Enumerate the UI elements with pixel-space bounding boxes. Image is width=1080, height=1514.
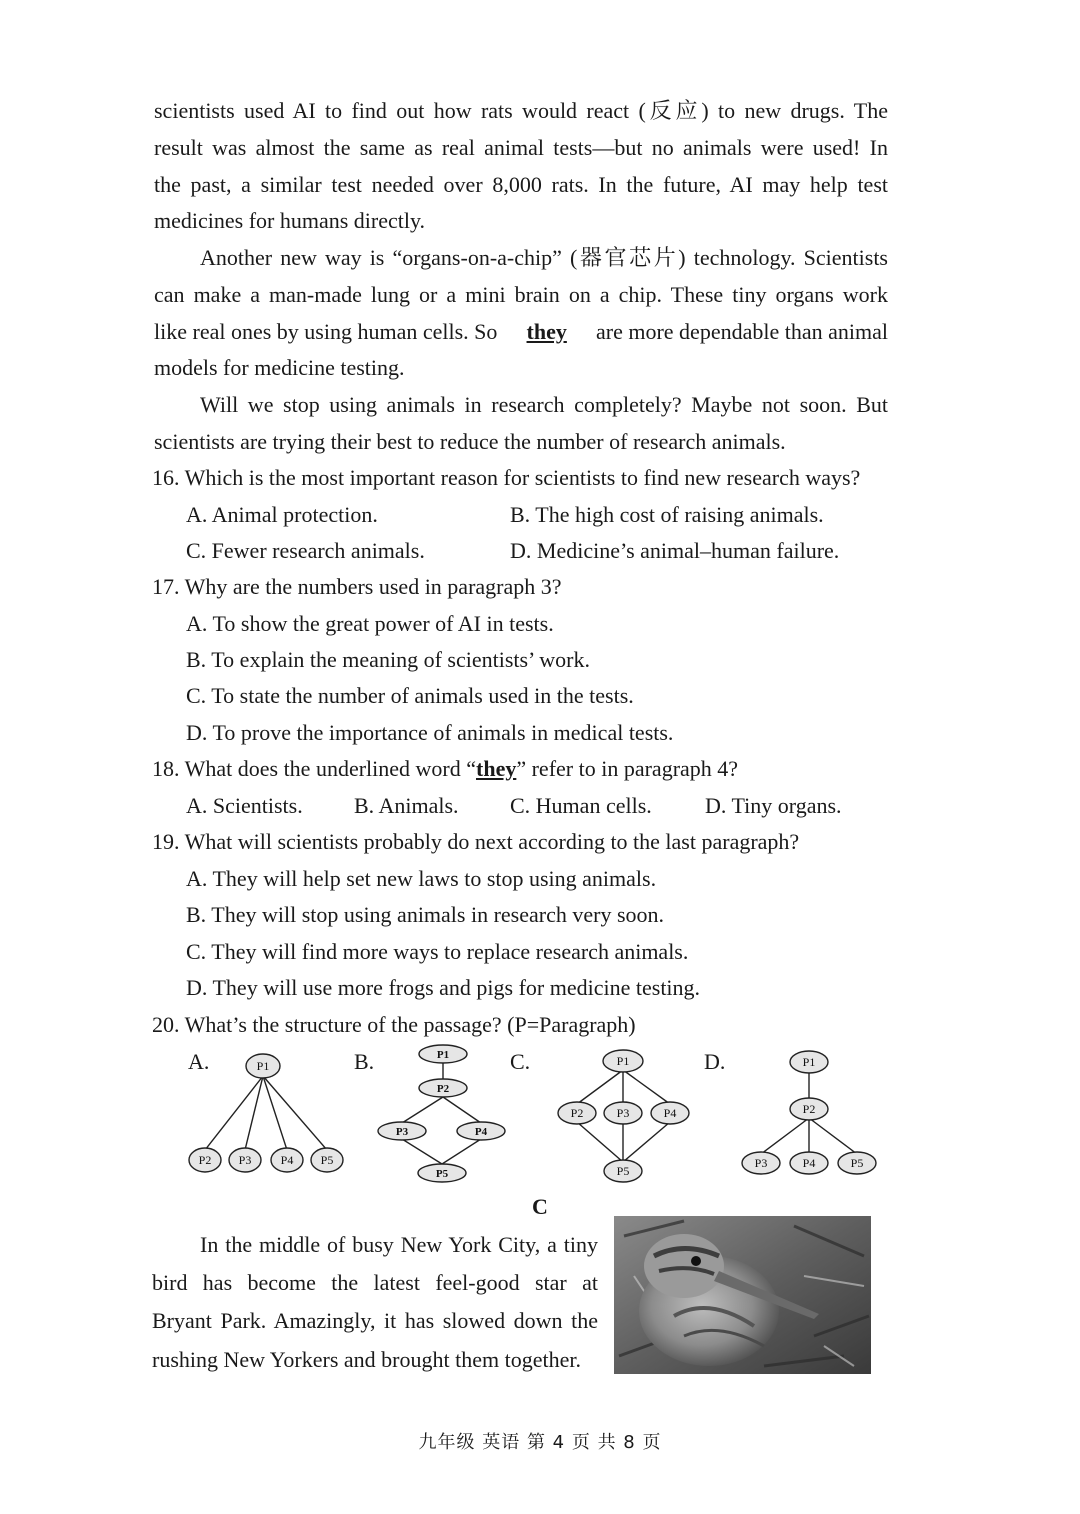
q19-option-c[interactable]: C. They will find more ways to replace research animals. <box>186 939 689 964</box>
section-heading: C <box>532 1194 548 1219</box>
bird-photo <box>614 1216 871 1374</box>
q19-option-b[interactable]: B. They will stop using animals in research very soon. <box>186 902 665 927</box>
passage-line: medicines for humans directly. <box>154 208 426 233</box>
node-label: P2 <box>802 1102 816 1116</box>
q20-option-c[interactable]: C. <box>510 1049 531 1074</box>
q18-option-d[interactable]: D. Tiny organs. <box>705 793 842 818</box>
passage-line: Will we stop using animals in research completely? Maybe not soon. But <box>200 392 888 417</box>
q18-stem-text: ” refer to in paragraph 4? <box>516 756 739 781</box>
q16-option-b[interactable]: B. The high cost of raising animals. <box>510 502 824 527</box>
node-label: P1 <box>802 1055 816 1069</box>
node-label: P3 <box>754 1156 768 1170</box>
q18-stem-text: 18. What does the underlined word “ <box>152 756 477 781</box>
passage-text: like real ones by using human cells. So <box>154 319 498 344</box>
question-19-stem: 19. What will scientists probably do next according to the last paragraph? <box>152 829 800 854</box>
node-label: P5 <box>850 1156 864 1170</box>
q17-option-a[interactable]: A. To show the great power of AI in tests. <box>186 611 554 636</box>
q20-option-a[interactable]: A. <box>188 1049 210 1074</box>
node-label: P4 <box>663 1106 677 1120</box>
q17-option-b[interactable]: B. To explain the meaning of scientists’ work. <box>186 647 590 672</box>
passage-line: can make a man-made lung or a mini brain on a chip. These tiny organs work <box>154 282 888 307</box>
q19-option-a[interactable]: A. They will help set new laws to stop using animals. <box>186 866 657 891</box>
page-footer: 九年级 英语 第 4 页 共 8 页 <box>418 1432 662 1453</box>
node-label: P5 <box>435 1168 449 1180</box>
passage-line: Bryant Park. Amazingly, it has slowed down the <box>152 1308 598 1333</box>
q16-option-a[interactable]: A. Animal protection. <box>186 502 378 527</box>
node-label: P2 <box>570 1106 584 1120</box>
q18-option-a[interactable]: A. Scientists. <box>186 793 303 818</box>
node-label: P3 <box>395 1126 409 1138</box>
passage-line: In the middle of busy New York City, a tiny <box>200 1232 598 1257</box>
q16-option-d[interactable]: D. Medicine’s animal–human failure. <box>510 538 840 563</box>
node-label: P4 <box>280 1153 294 1167</box>
node-label: P2 <box>436 1083 450 1095</box>
node-label: P4 <box>474 1126 488 1138</box>
q18-option-c[interactable]: C. Human cells. <box>510 793 652 818</box>
q20-option-b[interactable]: B. <box>354 1049 375 1074</box>
node-label: P4 <box>802 1156 816 1170</box>
node-label: P2 <box>198 1153 212 1167</box>
passage-line: result was almost the same as real animal tests—but no animals were used! In <box>154 135 888 160</box>
passage-line: models for medicine testing. <box>154 355 405 380</box>
node-label: P5 <box>320 1153 334 1167</box>
q20-option-d[interactable]: D. <box>704 1049 726 1074</box>
passage-line: scientists used AI to find out how rats would react (反应) to new drugs. The <box>154 98 888 123</box>
passage-line: rushing New Yorkers and brought them together. <box>152 1347 581 1372</box>
node-label: P3 <box>238 1153 252 1167</box>
q19-option-d[interactable]: D. They will use more frogs and pigs for medicine testing. <box>186 975 701 1000</box>
q17-option-d[interactable]: D. To prove the importance of animals in medical tests. <box>186 720 674 745</box>
q18-option-b[interactable]: B. Animals. <box>354 793 459 818</box>
q18-underlined-word: they <box>476 756 517 781</box>
passage-text: are more dependable than animal <box>596 319 888 344</box>
underlined-word-they: they <box>526 319 567 344</box>
passage-line: the past, a similar test needed over 8,000 rats. In the future, AI may help test <box>154 172 888 197</box>
q16-option-c[interactable]: C. Fewer research animals. <box>186 538 425 563</box>
node-label: P5 <box>616 1164 630 1178</box>
question-16-stem: 16. Which is the most important reason for scientists to find new research ways? <box>152 465 861 490</box>
node-label: P1 <box>256 1059 270 1073</box>
question-20-stem: 20. What’s the structure of the passage? (P=Paragraph) <box>152 1012 636 1037</box>
node-label: P1 <box>616 1054 630 1068</box>
passage-line: Another new way is “organs-on-a-chip” (器官芯片) technology. Scientists <box>200 245 888 270</box>
question-17-stem: 17. Why are the numbers used in paragraph 3? <box>152 574 562 599</box>
passage-line: scientists are trying their best to reduce the number of research animals. <box>154 429 786 454</box>
passage-line: bird has become the latest feel-good star at <box>152 1270 598 1295</box>
node-label: P1 <box>436 1049 450 1061</box>
node-label: P3 <box>616 1106 630 1120</box>
q17-option-c[interactable]: C. To state the number of animals used in the tests. <box>186 683 634 708</box>
